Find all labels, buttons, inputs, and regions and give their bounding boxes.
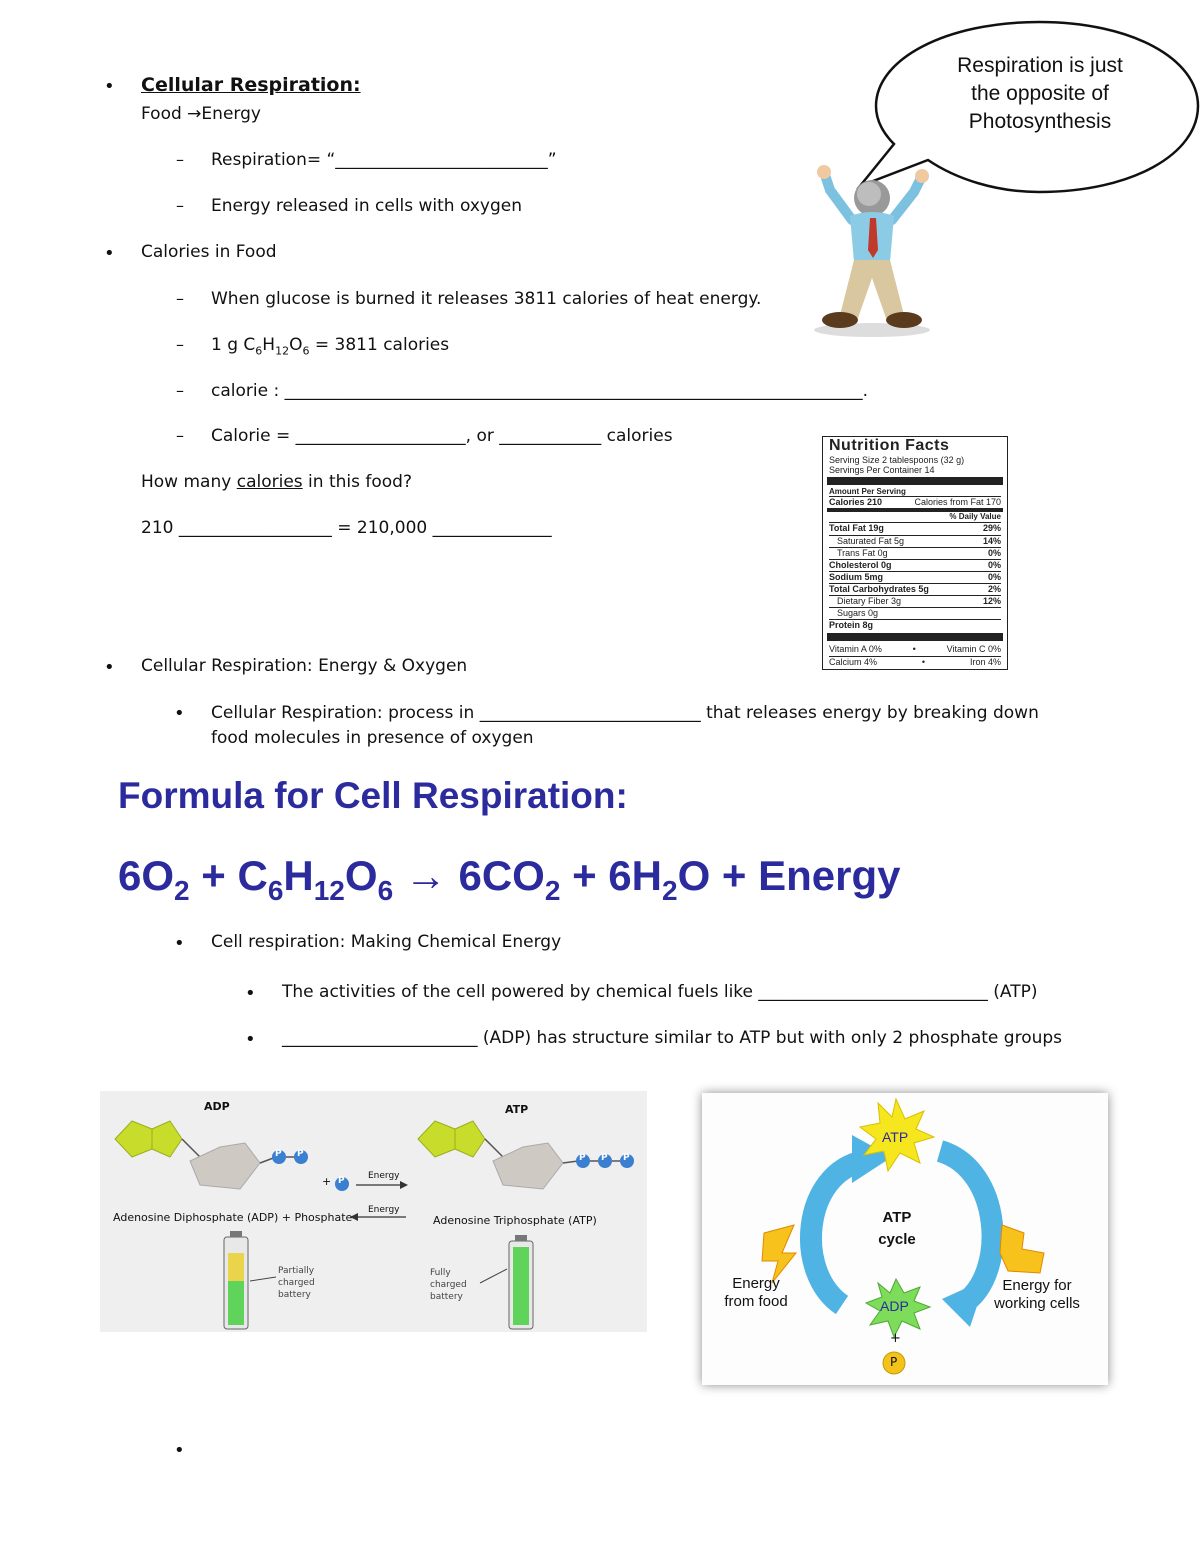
battery-text: battery — [278, 1290, 311, 1300]
formula-part: 6O — [118, 852, 175, 899]
nutrient-row — [829, 607, 1001, 618]
calories-row — [829, 496, 1001, 507]
nutrient-label: Dietary Fiber 3g — [837, 596, 902, 606]
nutrient-value: 0% — [987, 572, 1001, 582]
formula-part: → 6CO — [393, 852, 545, 899]
energy-from-food-label — [716, 1275, 796, 1311]
bullet: • — [104, 657, 115, 678]
thick-divider — [827, 477, 1003, 485]
section-title-cellular-respiration: Cellular Respiration: — [141, 74, 361, 96]
bullet: • — [174, 1440, 185, 1461]
full-battery-label — [430, 1267, 467, 1303]
atp-label: ATP — [505, 1103, 529, 1116]
plus-sign: + — [322, 1175, 332, 1188]
calories-link[interactable]: calories — [236, 472, 303, 492]
calcium: Calcium 4% — [829, 657, 878, 667]
nutrient-value: 2% — [987, 584, 1001, 594]
formula-part: O + Energy — [677, 852, 901, 899]
nutrient-label: Cholesterol 0g — [829, 560, 892, 570]
p-label: P — [579, 1153, 586, 1163]
atp-star-label: ATP — [882, 1129, 909, 1145]
partial-battery-label — [278, 1265, 315, 1301]
dash: – — [176, 196, 184, 215]
dash: – — [176, 150, 184, 169]
section-title-chemical-energy: Cell respiration: Making Chemical Energy — [211, 932, 562, 952]
glucose-text: H — [262, 335, 276, 355]
vitamin-c: Vitamin C 0% — [946, 644, 1001, 654]
list-item: When glucose is burned it releases 3811 calories of heat energy. — [211, 289, 762, 309]
glucose-text: O — [289, 335, 303, 355]
calories-from-fat: Calories from Fat 170 — [914, 497, 1001, 507]
label-text: working cells — [994, 1295, 1080, 1312]
nutrient-value: 29% — [982, 523, 1001, 533]
cycle-text: ATP — [882, 1209, 912, 1226]
bullet: • — [174, 703, 185, 724]
glucose-text: = 3811 calories — [309, 335, 450, 355]
calories-value: Calories 210 — [829, 497, 883, 507]
question-part: How many — [141, 472, 237, 492]
nutrient-label: Total Carbohydrates 5g — [829, 584, 929, 594]
plus-sign: + — [890, 1331, 901, 1346]
food-energy-line — [141, 104, 261, 124]
subscript: 2 — [174, 875, 190, 906]
subscript: 2 — [661, 875, 678, 906]
cartoon-man-illustration — [792, 150, 952, 340]
p-label: P — [275, 1149, 282, 1159]
nutrient-row — [829, 619, 1001, 630]
formula-part: + 6H — [560, 852, 662, 899]
servings: Servings Per Container 14 — [829, 465, 935, 475]
battery-text: charged — [278, 1278, 315, 1288]
daily-value-header: % Daily Value — [949, 512, 1001, 521]
food-text: Food — [141, 104, 182, 124]
nutrient-row — [829, 547, 1001, 558]
serving-size: Serving Size 2 tablespoons (32 g) — [829, 455, 965, 465]
bullet: • — [245, 1029, 256, 1050]
subscript: 12 — [275, 344, 290, 358]
vitamin-row: Vitamin A 0% • Vitamin C 0% — [829, 644, 1001, 654]
adp-star-label: ADP — [880, 1298, 909, 1314]
nutrient-row — [829, 559, 1001, 570]
iron: Iron 4% — [969, 657, 1001, 667]
glucose-text: 1 g C — [211, 335, 256, 355]
nutrient-label: Trans Fat 0g — [837, 548, 888, 558]
bullet: • — [174, 933, 185, 954]
cycle-text: cycle — [878, 1231, 916, 1248]
bubble-line: Photosynthesis — [968, 110, 1112, 133]
battery-text: battery — [430, 1292, 463, 1302]
p-label: P — [601, 1153, 608, 1163]
nutrient-row — [829, 522, 1001, 533]
section-title-energy-oxygen: Cellular Respiration: Energy & Oxygen — [141, 656, 468, 676]
section-title-calories: Calories in Food — [141, 242, 277, 262]
formula-title: Formula for Cell Respiration: — [118, 775, 628, 816]
subscript: 2 — [544, 875, 561, 906]
nutrient-value: 0% — [987, 548, 1001, 558]
bubble-line: Respiration is just — [957, 54, 1123, 77]
p-label: P — [338, 1176, 345, 1186]
dash: – — [176, 335, 184, 354]
question-text — [141, 472, 412, 492]
nutrition-title: Nutrition Facts — [829, 437, 950, 454]
energy-for-cells-label — [984, 1277, 1090, 1313]
bullet: • — [104, 243, 115, 264]
nutrient-label: Sodium 5mg — [829, 572, 884, 582]
list-item: Calorie = ____________________, or ____________ calories — [211, 426, 673, 446]
list-item: _______________________ (ADP) has structure similar to ATP but with only 2 phosphate groups — [282, 1028, 1063, 1048]
nutrient-row — [829, 535, 1001, 546]
bullet: • — [104, 76, 115, 97]
formula-part: O — [344, 852, 378, 899]
subscript: 6 — [255, 344, 263, 358]
list-item: Respiration= “_________________________” — [211, 150, 557, 170]
formula-part: + C — [189, 852, 268, 899]
nutrient-value: 0% — [987, 560, 1001, 570]
dash: – — [176, 381, 184, 400]
adp-label: ADP — [204, 1100, 230, 1113]
energy-text: Energy — [201, 104, 261, 124]
nutrient-row — [829, 583, 1001, 594]
question-part: in this food? — [302, 472, 412, 492]
list-item-continuation: food molecules in presence of oxygen — [211, 728, 534, 748]
battery-text: Partially — [278, 1266, 315, 1276]
battery-text: Fully — [430, 1268, 451, 1278]
adp-caption: Adenosine Diphosphate (ADP) + Phosphate — [113, 1211, 353, 1224]
dash: – — [176, 426, 184, 445]
nutrient-value: 12% — [982, 596, 1001, 606]
atp-caption: Adenosine Triphosphate (ATP) — [433, 1214, 597, 1227]
subscript: 6 — [377, 875, 394, 906]
subscript: 6 — [302, 344, 310, 358]
label-text: Energy — [732, 1275, 780, 1292]
formula-part: H — [283, 852, 314, 899]
battery-text: charged — [430, 1280, 467, 1290]
bullet: • — [245, 983, 256, 1004]
arrow-icon: → — [187, 104, 202, 124]
p-label: P — [297, 1149, 304, 1159]
nutrient-row — [829, 595, 1001, 606]
p-label: P — [623, 1153, 630, 1163]
subscript: 12 — [313, 875, 345, 906]
list-item: Energy released in cells with oxygen — [211, 196, 523, 216]
list-item: The activities of the cell powered by chemical fuels like ___________________________ (ATP) — [282, 982, 1038, 1002]
vitamin-a: Vitamin A 0% — [829, 644, 882, 654]
p-label: P — [890, 1355, 898, 1369]
atp-cycle-label — [872, 1207, 922, 1251]
respiration-formula — [118, 852, 900, 907]
list-item: Cellular Respiration: process in __________________________ that releases energy by breaking down — [211, 703, 1039, 723]
nutrient-label: Sugars 0g — [837, 608, 879, 618]
nutrient-value: 14% — [982, 536, 1001, 546]
list-item: calorie : ____________________________________________________________________. — [211, 381, 868, 401]
mineral-row: Calcium 4% • Iron 4% — [829, 657, 1001, 667]
nutrient-label: Protein 8g — [829, 620, 874, 630]
atp-cycle-figure — [702, 1093, 1108, 1385]
thick-divider — [827, 633, 1003, 641]
bubble-line: the opposite of — [971, 82, 1109, 105]
nutrient-row — [829, 571, 1001, 582]
subscript: 6 — [267, 875, 284, 906]
amount-per-serving: Amount Per Serving — [829, 487, 906, 496]
dash: – — [176, 289, 184, 308]
label-text: from food — [724, 1293, 788, 1310]
energy-label: Energy — [368, 1171, 400, 1181]
list-item-glucose — [211, 335, 449, 357]
nutrient-label: Total Fat 19g — [829, 523, 884, 533]
adp-atp-figure — [100, 1091, 647, 1332]
answer-line: 210 __________________ = 210,000 ______________ — [141, 518, 552, 538]
speech-bubble-text — [900, 52, 1180, 136]
nutrient-label: Saturated Fat 5g — [837, 536, 905, 546]
label-text: Energy for — [1002, 1277, 1072, 1294]
energy-label: Energy — [368, 1205, 400, 1215]
nutrition-facts-label — [822, 436, 1008, 670]
